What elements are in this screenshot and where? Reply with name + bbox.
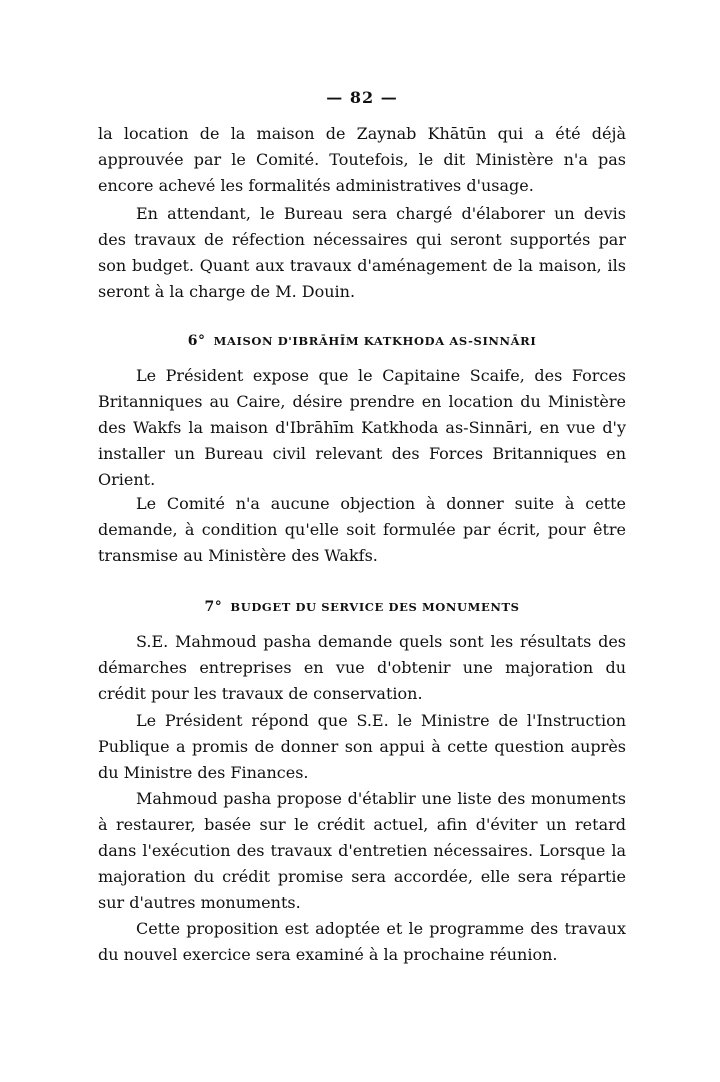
paragraph-text: Le Président répond que S.E. le Ministre de l'Instruction Publique a promis de donner son appui à cette question auprès du Ministre des Finances. bbox=[98, 711, 626, 782]
paragraph-proposition-adoptee bbox=[98, 916, 626, 968]
section-heading-6 bbox=[98, 331, 626, 351]
paragraph-president-repond bbox=[98, 708, 626, 786]
paragraph-mahmoud-demande bbox=[98, 629, 626, 707]
paragraph-text: S.E. Mahmoud pasha demande quels sont les résultats des démarches entreprises en vue d'obtenir une majoration du crédit pour les travaux de conservation. bbox=[98, 632, 626, 703]
section-number: 6° bbox=[187, 333, 206, 349]
paragraph-text: En attendant, le Bureau sera chargé d'élaborer un devis des travaux de réfection nécessaires qui seront supportés par son budget. Quant aux travaux d'aménagement de la maison, ils seront à la charge de M. Douin. bbox=[98, 204, 626, 301]
paragraph-comite-objection bbox=[98, 491, 626, 569]
paragraph-text: Cette proposition est adoptée et le programme des travaux du nouvel exercice sera examiné à la prochaine réunion. bbox=[98, 919, 626, 964]
section-title: MAISON D'IBRĀHĪM KATKHODA AS-SINNĀRI bbox=[213, 334, 537, 348]
paragraph-text: Le Président expose que le Capitaine Scaife, des Forces Britanniques au Caire, désire prendre en location du Ministère des Wakfs la maison d'Ibrāhīm Katkhoda as-Sinnāri, en vue d'y installer un Bureau civil relevant des Forces Britanniques en Orient. bbox=[98, 366, 626, 489]
section-heading-7 bbox=[98, 597, 626, 617]
paragraph-location-khatun bbox=[98, 121, 626, 199]
paragraph-president-expose bbox=[98, 363, 626, 493]
page-number: — 82 — bbox=[326, 88, 398, 107]
paragraph-mahmoud-propose bbox=[98, 786, 626, 916]
section-title: BUDGET DU SERVICE DES MONUMENTS bbox=[230, 600, 520, 614]
paragraph-devis-travaux bbox=[98, 201, 626, 305]
document-page bbox=[98, 0, 626, 1082]
paragraph-text: la location de la maison de Zaynab Khātūn qui a été déjà approuvée par le Comité. Toutefois, le dit Ministère n'a pas encore achevé les formalités administratives d'usage. bbox=[98, 124, 626, 195]
section-number: 7° bbox=[204, 599, 223, 615]
paragraph-text: Mahmoud pasha propose d'établir une liste des monuments à restaurer, basée sur le crédit actuel, afin d'éviter un retard dans l'exécution des travaux d'entretien nécessaires. Lorsque la majoration du crédit promise sera accordée, elle sera répartie sur d'autres monuments. bbox=[98, 789, 626, 912]
paragraph-text: Le Comité n'a aucune objection à donner suite à cette demande, à condition qu'elle soit formulée par écrit, pour être transmise au Ministère des Wakfs. bbox=[98, 494, 626, 565]
